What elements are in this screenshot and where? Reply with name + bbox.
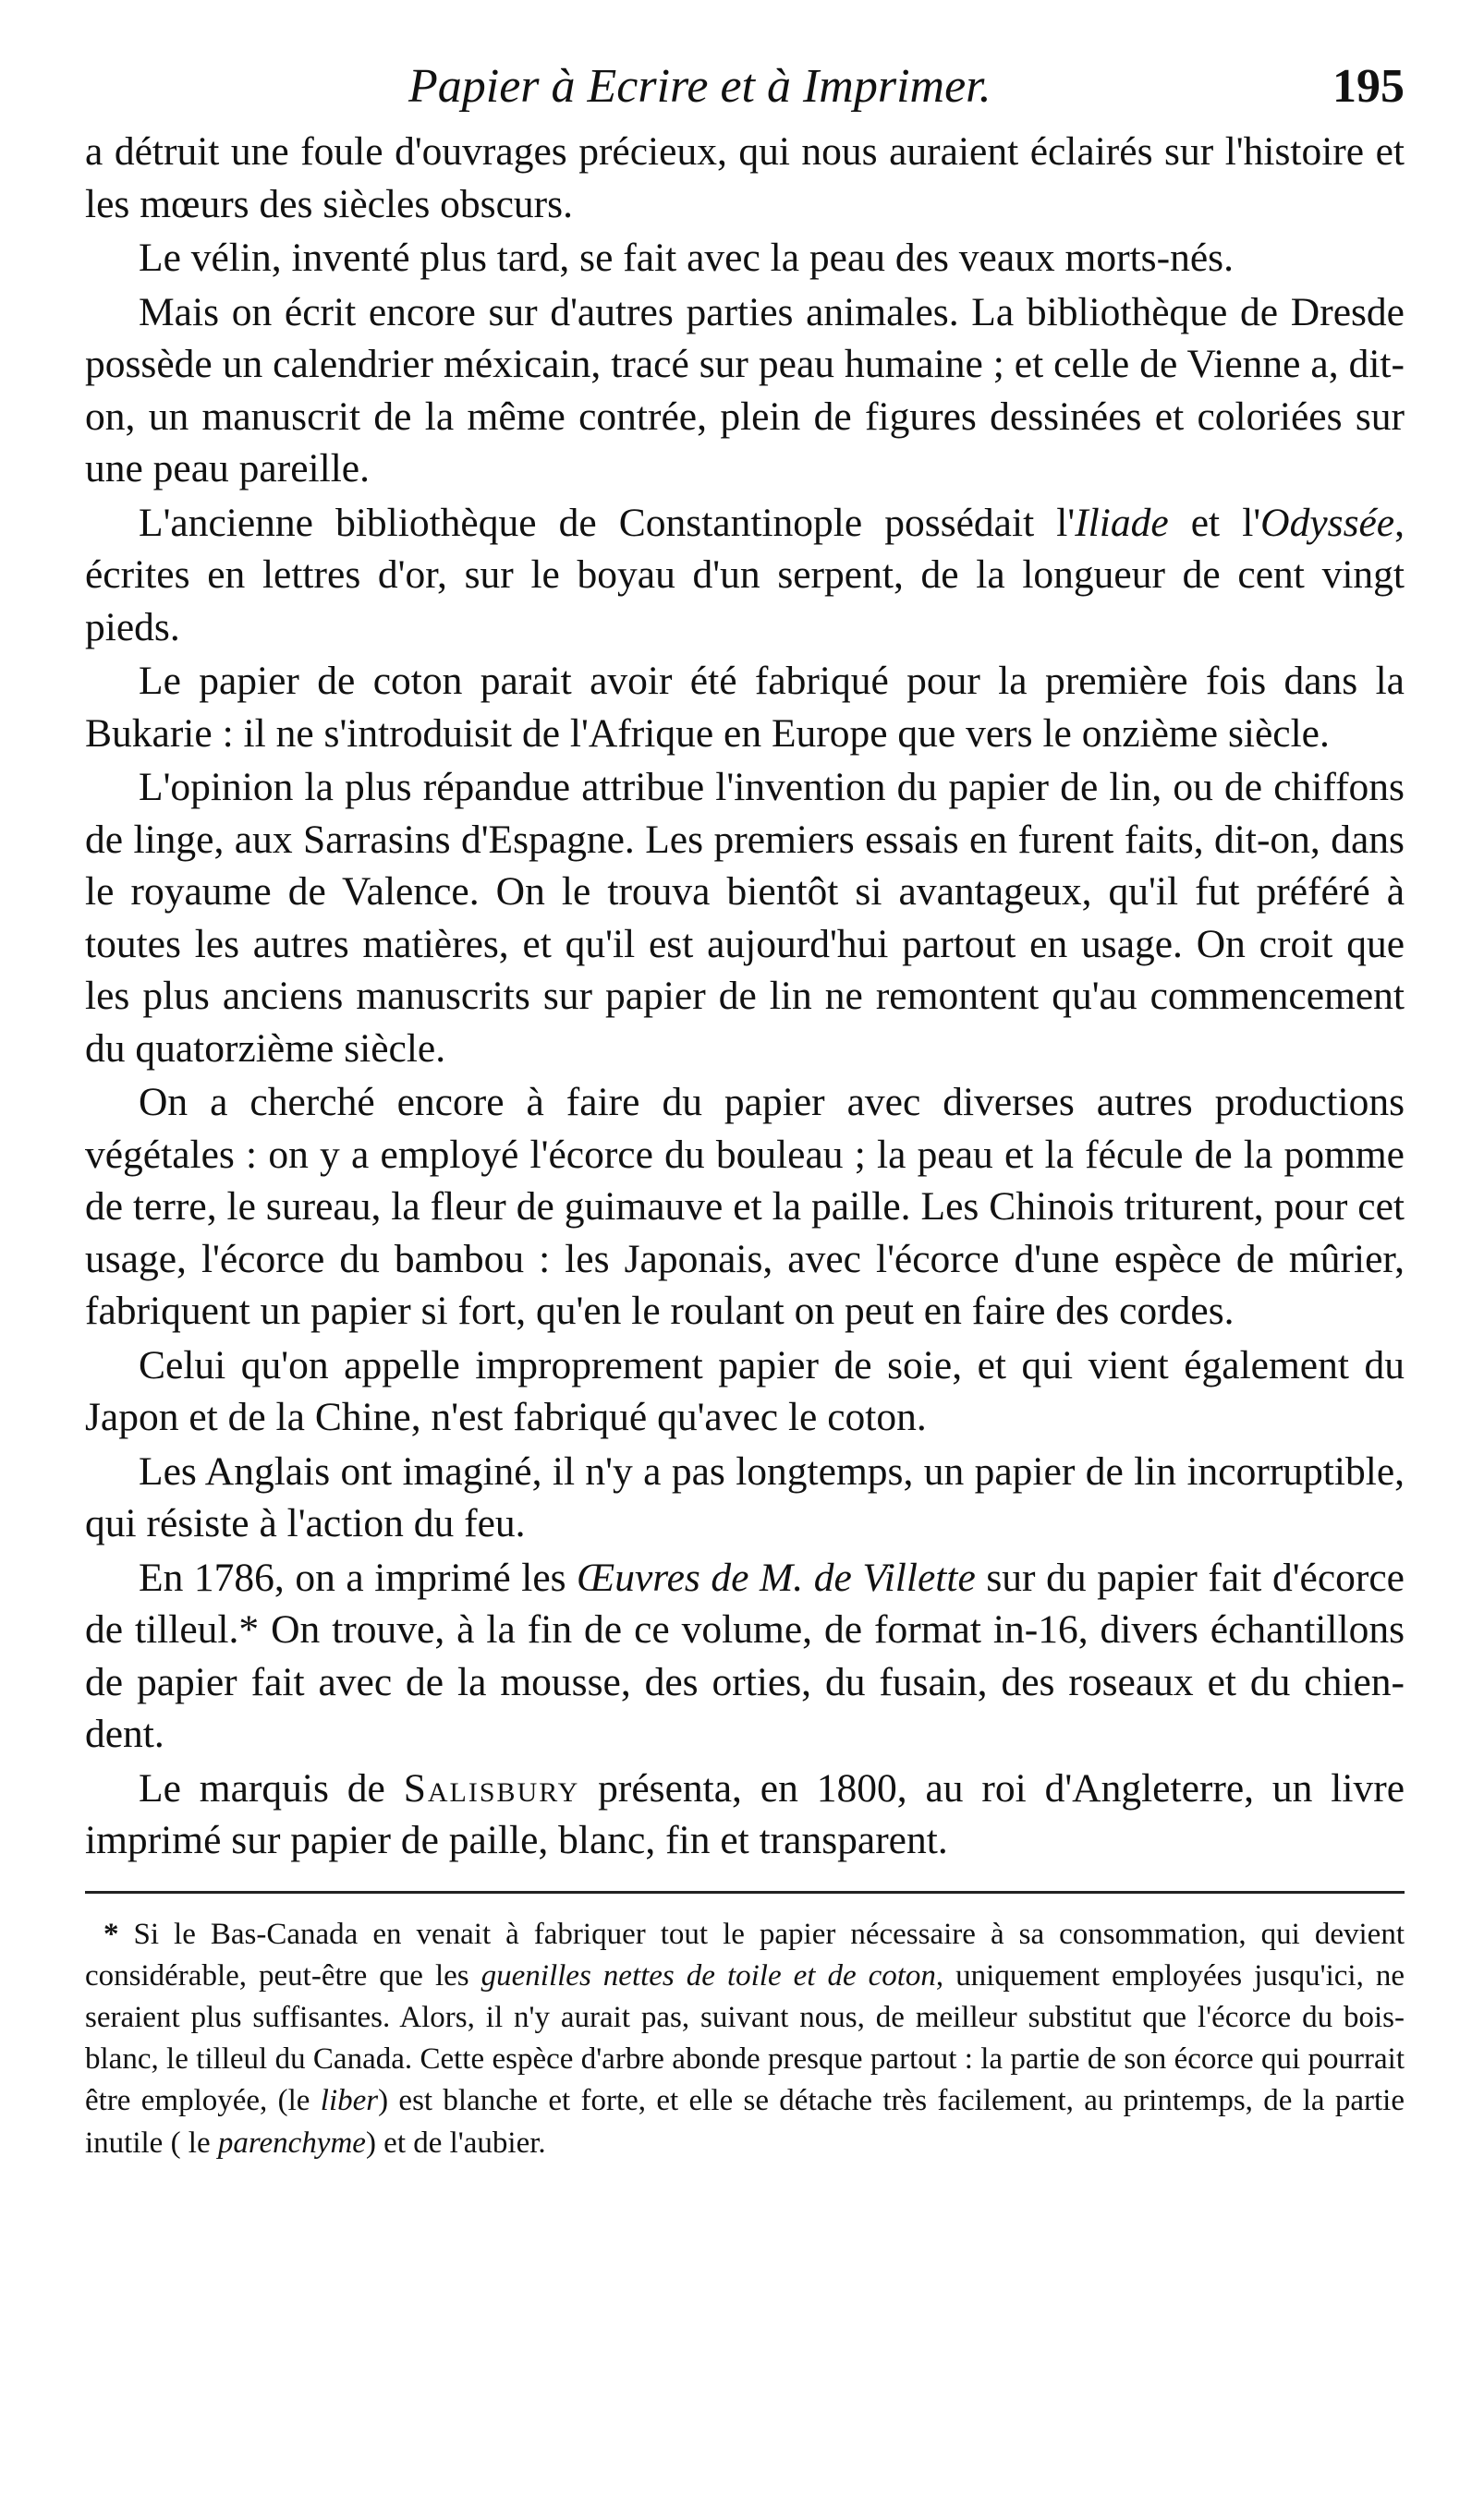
paragraph-villette: [85, 1552, 1405, 1761]
title-odyssee: Odyssée: [1260, 500, 1395, 545]
footnote-italic-parenchyme: parenchyme: [217, 2126, 366, 2160]
paragraph-silk-paper: Celui qu'on appelle improprement papier de soie, et qui vient également du Japon et de la Chine, n'est fabriqué qu'avec le coton.: [85, 1342, 1405, 1439]
title-oeuvres-villette: Œuvres de M. de Villette: [577, 1555, 976, 1600]
paragraph-cotton-paper: Le papier de coton parait avoir été fabriqué pour la première fois dans la Bukarie : il ne s'introduisit de l'Afrique en Europe que vers le onzième siècle.: [85, 659, 1405, 756]
footnote: [85, 1914, 1405, 2164]
paragraph-salisbury: [85, 1763, 1405, 1867]
text-run: L'ancienne bibliothèque de Constantinople possédait l': [139, 500, 1076, 545]
text-run: Le marquis de: [139, 1765, 404, 1811]
footnote-italic-liber: liber: [320, 2084, 379, 2118]
paragraph-incorruptible-paper: Les Anglais ont imaginé, il n'y a pas longtemps, un papier de lin incorruptible, qui résiste à l'action du feu.: [85, 1448, 1405, 1545]
text-run: ) et de l'aubier.: [365, 2126, 546, 2160]
paragraph-continued: a détruit une foule d'ouvrages précieux, qui nous auraient éclairés sur l'histoire et les mœurs des siècles obscurs.: [85, 129, 1405, 226]
paragraph-velin: Le vélin, inventé plus tard, se fait avec la peau des veaux morts-nés.: [139, 236, 1234, 280]
book-page: [85, 52, 1405, 2164]
paragraph-animal-parts: Mais on écrit encore sur d'autres parties animales. La bibliothèque de Dresde possède un calendrier méxicain, tracé sur peau humaine ; et celle de Vienne a, dit-on, un manuscrit de la même contrée, plein de figures dessinées et coloriées sur une peau pareille.: [85, 289, 1405, 491]
running-head: [85, 52, 1405, 126]
text-run: présenta, en 1800, au roi d'Angleterre, un livre imprimé sur papier de paille, blanc, fin et transparent.: [85, 1765, 1405, 1862]
footnote-rule: [85, 1891, 1405, 1894]
text-run: ) est blanche et forte, et elle se détache très facilement, au printemps, de la partie inutile ( le: [85, 2084, 1405, 2160]
text-run: Si le Bas-Canada en venait à fabriquer tout le papier nécessaire à sa consommation, qui devient considérable, peut-être que les: [85, 1917, 1405, 1993]
footnote-italic-guenilles: guenilles nettes de toile et de coton: [480, 1958, 936, 1993]
paragraph-constantinople: [85, 497, 1405, 654]
text-run: En 1786, on a imprimé les: [139, 1555, 578, 1600]
name-salisbury: Salisbury: [403, 1765, 580, 1811]
text-run: , écrites en lettres d'or, sur le boyau d'un serpent, de la longueur de cent vingt pieds.: [85, 500, 1405, 649]
paragraph-linen-paper: L'opinion la plus répandue attribue l'invention du papier de lin, ou de chiffons de linge, aux Sarrasins d'Espagne. Les premiers essais en furent faits, dit-on, dans le royaume de Valence. On le trouva bientôt si avantageux, qu'il fut préféré à toutes les autres matières, et qu'il est aujourd'hui partout en usage. On croit que les plus anciens manuscrits sur papier de lin ne remontent qu'au commencement du quatorzième siècle.: [85, 765, 1405, 1071]
text-run: , uniquement employées jusqu'ici, ne seraient plus suffisantes. Alors, il n'y aurait pas, suivant nous, de meilleur substitut que l'écorce du bois-blanc, le tilleul du Canada. Cette espèce d'arbre abonde presque partout : la partie de son écorce qui pourrait être employée, (le: [85, 1958, 1405, 2118]
paragraph-vegetable-productions: On a cherché encore à faire du papier avec diverses autres productions végétales : on y a employé l'écorce du bouleau ; la peau et la fécule de la pomme de terre, le sureau, la fleur de guimauve et la paille. Les Chinois triturent, pour cet usage, l'écorce du bambou : les Japonais, avec l'écorce d'une espèce de mûrier, fabriquent un papier si fort, qu'en le roulant on peut en faire des cordes.: [85, 1080, 1405, 1333]
footnote-mark: *: [103, 1917, 119, 1951]
text-run: sur du papier fait d'écorce de tilleul.* On trouve, à la fin de ce volume, de format in-16, divers échantillons de papier fait avec de la mousse, des orties, du fusain, des roseaux et du chien-dent.: [85, 1555, 1405, 1756]
title-iliade: Iliade: [1075, 500, 1169, 545]
running-title: Papier à Ecrire et à Imprimer.: [408, 60, 991, 113]
body-text: [85, 126, 1405, 1867]
text-run: et l': [1168, 500, 1261, 545]
page-number: 195: [1332, 60, 1405, 113]
